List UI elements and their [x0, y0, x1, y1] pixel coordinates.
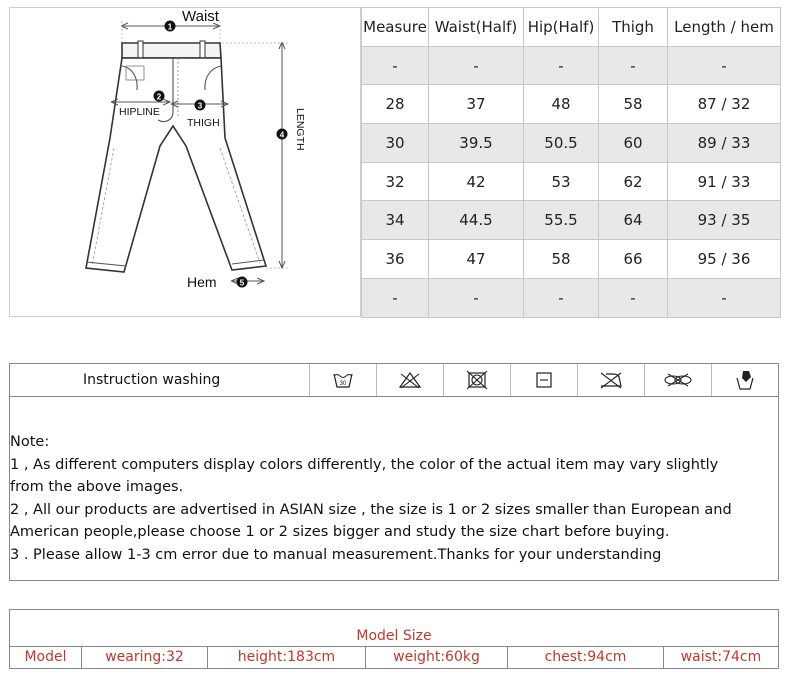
- note-line: from the above images.: [10, 479, 184, 495]
- table-cell: -: [362, 278, 429, 317]
- table-cell: 95 / 36: [668, 240, 781, 279]
- model-cell: chest:94cm: [508, 647, 664, 669]
- size-chart-table: [361, 7, 781, 318]
- model-cell: waist:74cm: [680, 649, 762, 665]
- model-size-box: [9, 609, 779, 669]
- table-cell: 55.5: [524, 201, 599, 240]
- notes-heading: Note:: [10, 434, 50, 450]
- wash-cell: [712, 364, 778, 396]
- do-not-tumble-dry-icon: [466, 370, 488, 390]
- header-length: Length / hem: [668, 8, 781, 47]
- table-cell: -: [362, 46, 429, 85]
- washing-and-notes-box: [9, 363, 779, 581]
- washing-instructions-row: [10, 364, 778, 397]
- model-size-title: Model Size: [10, 610, 778, 647]
- table-cell: 42: [429, 162, 524, 201]
- svg-text:3: 3: [197, 101, 203, 111]
- notes-section: [10, 431, 778, 566]
- table-cell: 89 / 33: [668, 124, 781, 163]
- table-cell: 28: [362, 85, 429, 124]
- table-row: [362, 201, 781, 240]
- header-hip: Hip(Half): [524, 8, 599, 47]
- table-cell: 58: [599, 85, 668, 124]
- table-cell: 44.5: [429, 201, 524, 240]
- note-line: 1 , As different computers display colors differently, the color of the actual item may vary slightly: [10, 456, 719, 473]
- table-row: [362, 162, 781, 201]
- table-cell: 48: [524, 85, 599, 124]
- svg-text:30: 30: [339, 381, 347, 387]
- model-cell: Model: [10, 647, 82, 669]
- svg-text:1: 1: [167, 22, 173, 32]
- table-row: [362, 278, 781, 317]
- table-cell: -: [524, 278, 599, 317]
- washing-label: Instruction washing: [10, 364, 310, 396]
- header-measure: Measure: [362, 8, 429, 47]
- table-row: [362, 46, 781, 85]
- model-cell: wearing:32: [82, 647, 208, 669]
- table-row: [362, 240, 781, 279]
- wash-cell: [310, 364, 377, 396]
- table-cell: -: [429, 278, 524, 317]
- wash-cell: [578, 364, 645, 396]
- size-table-header-row: [362, 8, 781, 47]
- header-waist: Waist(Half): [429, 8, 524, 47]
- hand-wash-30-icon: [332, 371, 354, 389]
- table-cell: 32: [362, 162, 429, 201]
- table-row: [362, 124, 781, 163]
- do-not-iron-icon: [598, 371, 624, 389]
- model-cell: weight:60kg: [366, 647, 508, 669]
- note-line: 2 , All our products are advertised in ASIAN size , the size is 1 or 2 sizes smaller than European and: [10, 501, 732, 518]
- table-cell: 91 / 33: [668, 162, 781, 201]
- hand-wash-icon: [734, 369, 756, 391]
- note-line: 3 . Please allow 1-3 cm error due to manual measurement.Thanks for your understanding: [10, 546, 662, 563]
- wash-cell: [645, 364, 712, 396]
- table-row: [362, 85, 781, 124]
- table-cell: 64: [599, 201, 668, 240]
- washing-icons: [310, 364, 778, 396]
- table-cell: 58: [524, 240, 599, 279]
- table-cell: 47: [429, 240, 524, 279]
- hipline-label: HIPLINE: [119, 106, 160, 118]
- do-not-bleach-icon: [398, 371, 422, 389]
- table-cell: 36: [362, 240, 429, 279]
- svg-text:4: 4: [279, 130, 285, 140]
- length-label: LENGTH: [294, 108, 306, 151]
- table-cell: 37: [429, 85, 524, 124]
- wash-cell: [511, 364, 578, 396]
- table-cell: -: [668, 46, 781, 85]
- pants-illustration: [10, 8, 362, 318]
- table-cell: 34: [362, 201, 429, 240]
- model-cell: height:183cm: [208, 647, 366, 669]
- note-line: American people,please choose 1 or 2 sizes bigger and study the size chart before buying.: [10, 524, 670, 540]
- thigh-label: THIGH: [187, 117, 220, 129]
- table-cell: -: [599, 46, 668, 85]
- dry-flat-icon: [534, 371, 554, 389]
- table-cell: -: [429, 46, 524, 85]
- waist-label: Waist: [182, 8, 219, 25]
- table-cell: 50.5: [524, 124, 599, 163]
- hem-label: Hem: [187, 274, 217, 290]
- table-cell: -: [668, 278, 781, 317]
- table-cell: 30: [362, 124, 429, 163]
- table-cell: 60: [599, 124, 668, 163]
- table-cell: 66: [599, 240, 668, 279]
- do-not-dry-clean-icon: [663, 372, 693, 388]
- wash-cell: [377, 364, 444, 396]
- table-cell: -: [524, 46, 599, 85]
- table-cell: 39.5: [429, 124, 524, 163]
- table-cell: 53: [524, 162, 599, 201]
- table-cell: 62: [599, 162, 668, 201]
- wash-cell: [444, 364, 511, 396]
- model-size-row: [10, 647, 778, 669]
- svg-text:2: 2: [156, 92, 162, 102]
- table-cell: 93 / 35: [668, 201, 781, 240]
- header-thigh: Thigh: [599, 8, 668, 47]
- table-cell: -: [599, 278, 668, 317]
- table-cell: 87 / 32: [668, 85, 781, 124]
- pants-diagram: [9, 7, 361, 317]
- svg-text:5: 5: [239, 278, 245, 288]
